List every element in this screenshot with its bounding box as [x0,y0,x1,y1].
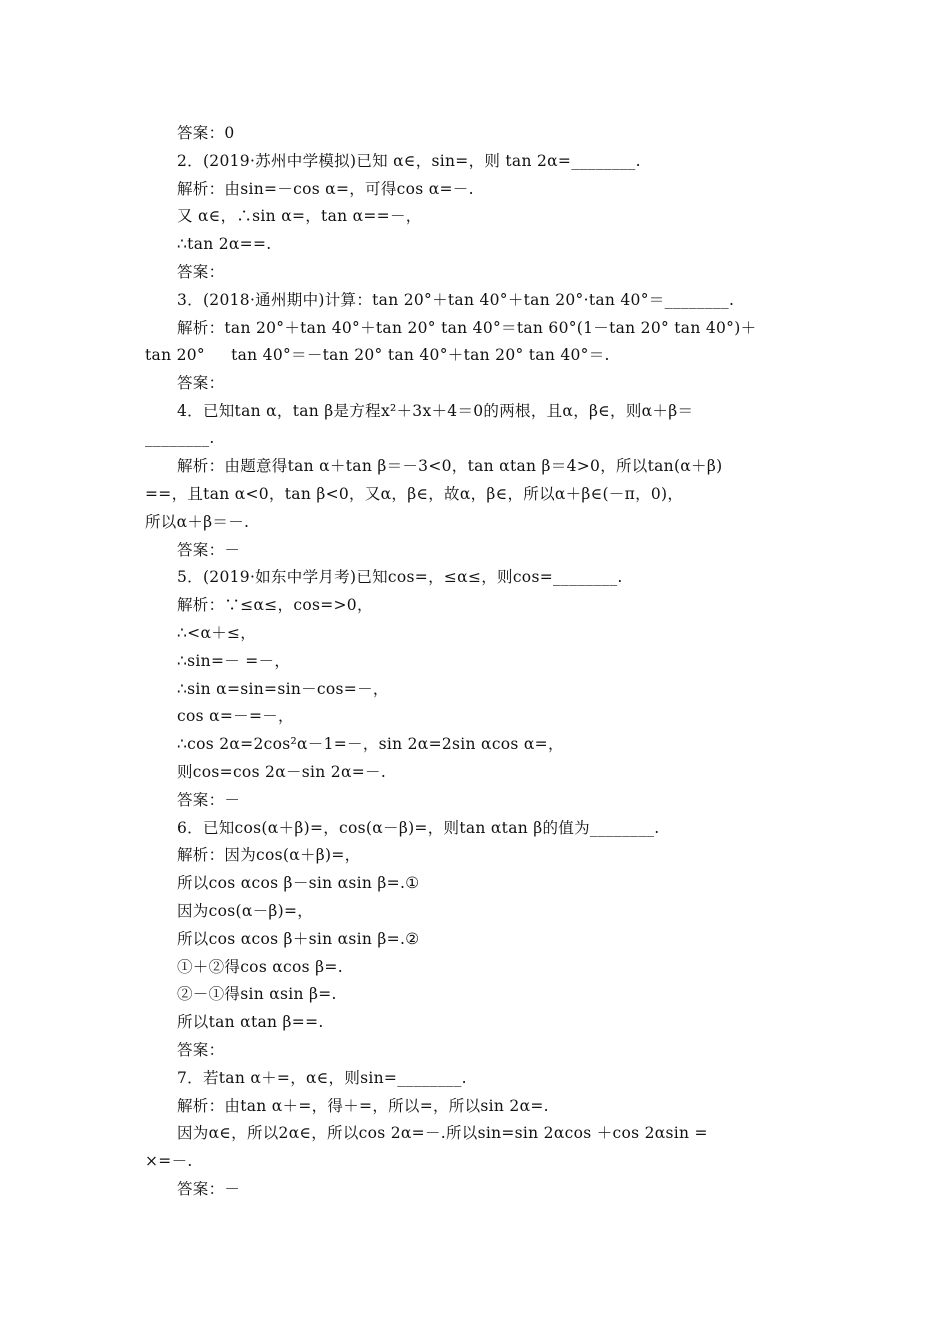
solution-line: 解析：由题意得tan α＋tan β＝－3<0，tan αtan β＝4>0，所以tan(α＋β) [177,457,723,475]
answer-line: 答案：－ [177,541,241,559]
problem-3: 3．(2018·通州期中)计算：tan 20°＋tan 40°＋tan 20°·tan 40°＝________. [177,291,735,309]
solution-line: ==，且tan α<0，tan β<0，又α，β∈，故α，β∈，所以α＋β∈(－π，0)， [145,485,684,503]
solution-line: 所以cos αcos β－sin αsin β=.① [177,874,420,892]
solution-line: ①＋②得cos αcos β=. [177,958,343,976]
solution-line: 因为cos(α－β)=， [177,902,314,920]
solution-line: ∴sin α=sin=sin－cos=－， [177,680,389,698]
solution-line: ②－①得sin αsin β=. [177,985,337,1003]
problem-6: 6．已知cos(α＋β)=，cos(α－β)=，则tan αtan β的值为________. [177,819,660,837]
problem-5: 5．(2019·如东中学月考)已知cos=，≤α≤，则cos=________. [177,568,623,586]
solution-line: 解析：由tan α＋=，得＋=，所以=，所以sin 2α=. [177,1097,549,1115]
solution-line: 解析：∵≤α≤，cos=>0， [177,596,373,614]
answer-line: 答案：－ [177,1180,241,1198]
solution-line: 因为α∈，所以2α∈，所以cos 2α=－.所以sin=sin 2αcos ＋cos 2αsin = [177,1124,708,1142]
problem-7: 7．若tan α＋=，α∈，则sin=________. [177,1069,467,1087]
problem-4-blank: ________. [145,429,215,447]
solution-line: 又 α∈，∴sin α=，tan α==－， [177,207,422,225]
answer-line: 答案：－ [177,791,241,809]
answer-line: 答案： [177,374,225,392]
solution-line: cos α=－=－， [177,707,294,725]
problem-2: 2．(2019·苏州中学模拟)已知 α∈，sin=，则 tan 2α=________. [177,152,641,170]
solution-line: ×=－. [145,1152,193,1170]
solution-line: 解析：由sin=－cos α=，可得cos α=－. [177,180,474,198]
answer-line: 答案：0 [177,124,235,142]
solution-line: ∴<α＋≤， [177,624,257,642]
solution-line: ∴cos 2α=2cos²α－1=－，sin 2α=2sin αcos α=， [177,735,564,753]
problem-4: 4．已知tan α，tan β是方程x²＋3x＋4＝0的两根，且α，β∈，则α＋β＝ [177,402,694,420]
solution-line: ∴tan 2α==. [177,235,272,253]
answer-line: 答案： [177,1041,225,1059]
solution-line: 所以tan αtan β==. [177,1013,324,1031]
solution-line: 则cos=cos 2α－sin 2α=－. [177,763,387,781]
solution-line: 解析：因为cos(α＋β)=， [177,846,361,864]
solution-line: 所以cos αcos β＋sin αsin β=.② [177,930,420,948]
solution-line: 解析：tan 20°＋tan 40°＋tan 20° tan 40°＝tan 60°(1－tan 20° tan 40°)＋ [177,319,757,337]
solution-line: 所以α＋β＝－. [145,513,250,531]
answer-line: 答案： [177,263,225,281]
solution-line: tan 20° tan 40°＝－tan 20° tan 40°＋tan 20° tan 40°＝. [145,346,610,364]
solution-line: ∴sin=－ =－， [177,652,291,670]
